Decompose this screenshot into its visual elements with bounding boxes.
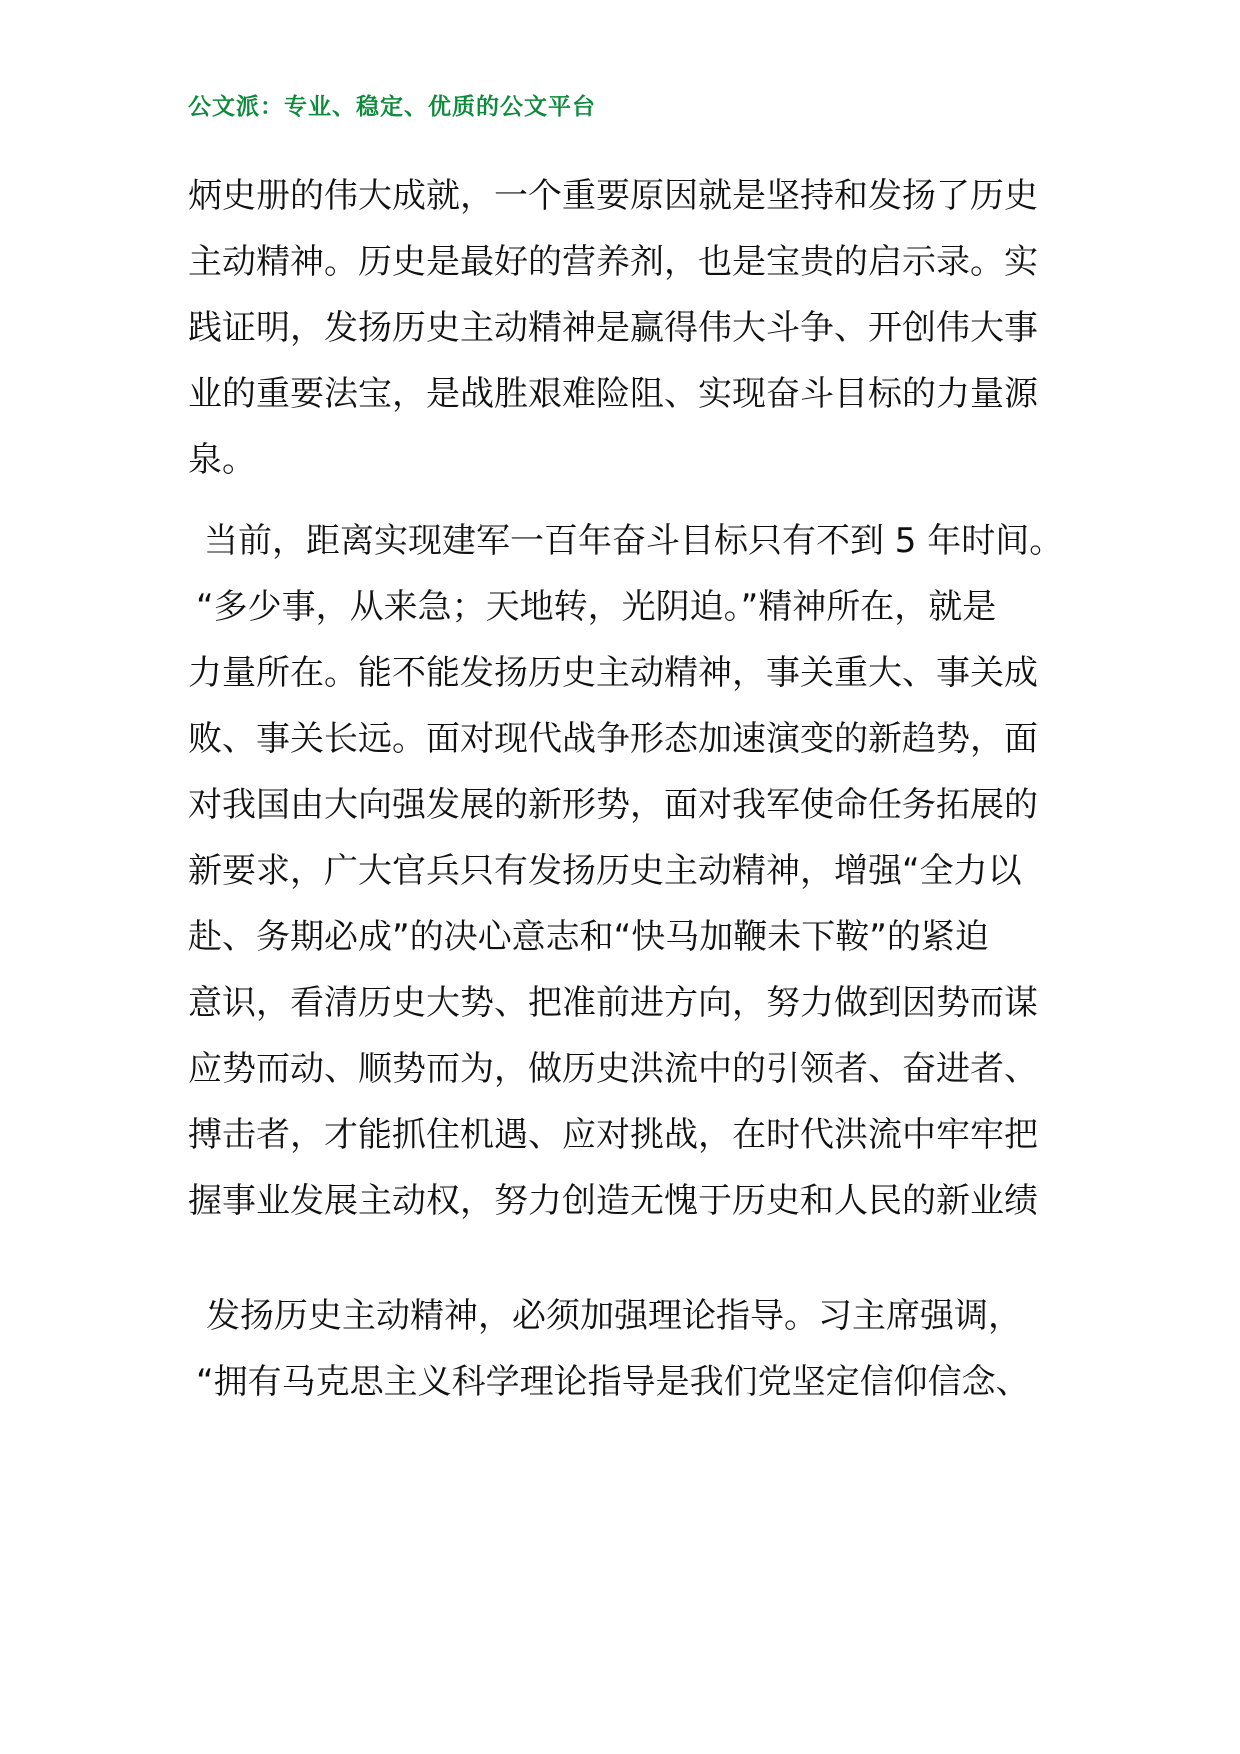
paragraph-2-line-9: 应势而动、顺势而为，做历史洪流中的引领者、奋进者、 <box>188 1049 1038 1089</box>
paragraph-1-line-5: 泉。 <box>188 440 256 480</box>
paragraph-3-line-2: “拥有马克思主义科学理论指导是我们党坚定信仰信念、 <box>196 1362 1030 1402</box>
paragraph-2-line-6: 新要求，广大官兵只有发扬历史主动精神，增强“全力以 <box>188 851 1022 891</box>
paragraph-1-line-4: 业的重要法宝，是战胜艰难险阻、实现奋斗目标的力量源 <box>188 374 1038 414</box>
paragraph-2-line-1: 当前，距离实现建军一百年奋斗目标只有不到 5 年时间。 <box>204 521 1064 561</box>
paragraph-3-line-1: 发扬历史主动精神，必须加强理论指导。习主席强调， <box>206 1296 1022 1336</box>
paragraph-2-line-7: 赴、务期必成”的决心意志和“快马加鞭未下鞍”的紧迫 <box>188 917 989 957</box>
paragraph-2-line-10: 搏击者，才能抓住机遇、应对挑战，在时代洪流中牢牢把 <box>188 1115 1038 1155</box>
paragraph-2-line-2: “多少事，从来急；天地转，光阴迫。”精神所在，就是 <box>196 587 997 627</box>
header-banner: 公文派：专业、稳定、优质的公文平台 <box>188 93 596 120</box>
paragraph-2-line-4: 败、事关长远。面对现代战争形态加速演变的新趋势，面 <box>188 719 1038 759</box>
paragraph-2-line-5: 对我国由大向强发展的新形势，面对我军使命任务拓展的 <box>188 785 1038 825</box>
paragraph-2-line-3: 力量所在。能不能发扬历史主动精神，事关重大、事关成 <box>188 653 1038 693</box>
paragraph-1-line-2: 主动精神。历史是最好的营养剂，也是宝贵的启示录。实 <box>188 242 1038 282</box>
paragraph-2-line-8: 意识，看清历史大势、把准前进方向，努力做到因势而谋 <box>188 983 1038 1023</box>
paragraph-1-line-3: 践证明，发扬历史主动精神是赢得伟大斗争、开创伟大事 <box>188 308 1038 348</box>
paragraph-2-line-11: 握事业发展主动权，努力创造无愧于历史和人民的新业绩 <box>188 1181 1038 1221</box>
paragraph-1-line-1: 炳史册的伟大成就，一个重要原因就是坚持和发扬了历史 <box>188 176 1038 216</box>
